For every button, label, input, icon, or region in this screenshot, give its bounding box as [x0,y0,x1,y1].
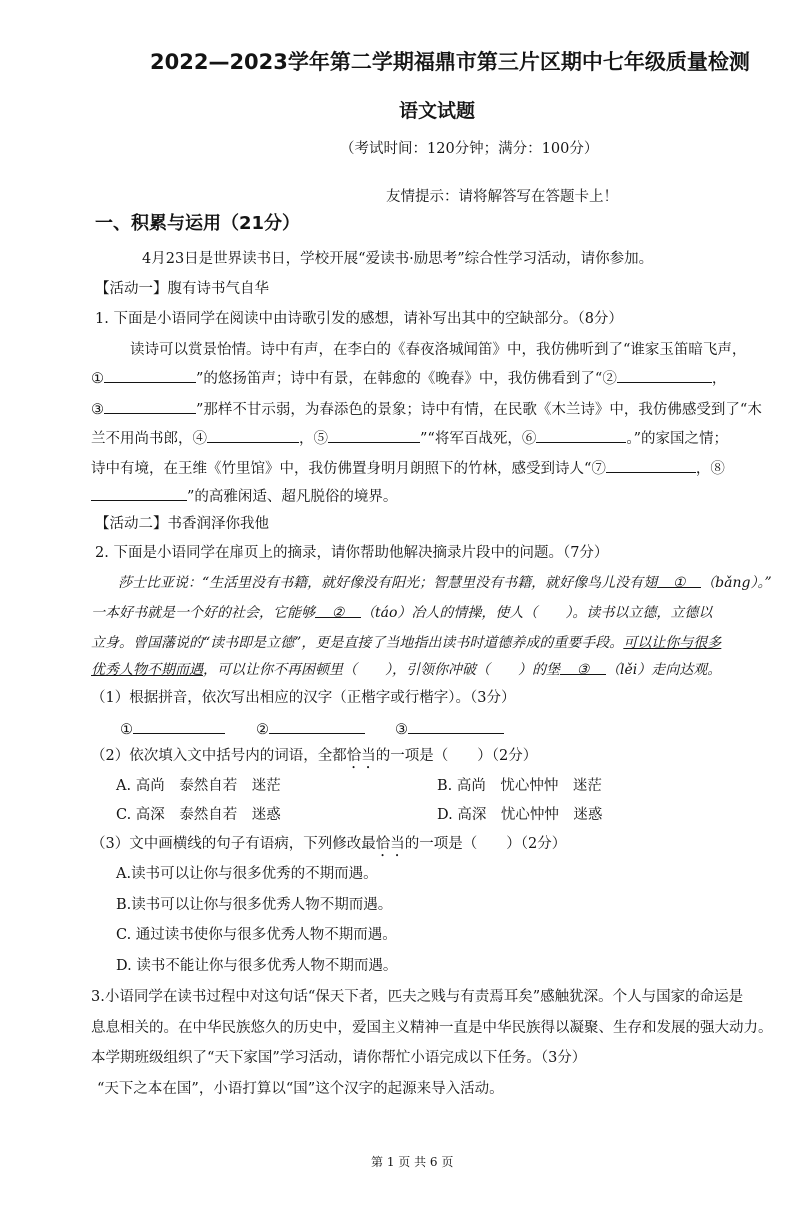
blank-label: ③ [395,722,408,738]
answer-blank[interactable] [104,399,196,414]
option-d[interactable]: D. 读书不能让你与很多优秀人物不期而遇。 [116,958,398,974]
question-3-line-4: “天下之本在国”，小语打算以“国”这个汉字的起源来导入活动。 [97,1081,504,1097]
text-fragment: （táo）冶人的情操，使人（ ）。读书以立德，立德以 [361,605,713,621]
question-3-line-2: 息息相关的。在中华民族悠久的历史中，爱国主义精神一直是中华民族得以凝聚、生存和发展的强大动力。 [91,1020,773,1036]
text-fragment: 莎士比亚说：“生活里没有书籍，就好像没有阳光；智慧里没有书籍，就好像鸟儿没有翅 [118,575,658,591]
excerpt-line-3 [91,633,721,653]
text-fragment: 兰不用尚书郎，④ [91,431,207,447]
answer-blank[interactable]: ③ [560,660,606,675]
answer-blank[interactable] [91,486,187,501]
section-intro: 4月23日是世界读书日，学校开展“爱读书·励思考”综合性学习活动，请你参加。 [142,251,654,267]
underlined-sentence: 优秀人物不期而遇 [91,662,203,678]
answer-blank[interactable] [617,368,712,383]
sub-question-1-blanks [120,719,504,740]
text-fragment: （bǎng）。” [701,575,772,591]
sub-question-2 [91,746,537,772]
page-title: 2022—2023学年第二学期福鼎市第三片区期中七年级质量检测 [150,50,750,74]
option-a[interactable]: A. 高尚 泰然自若 迷茫 [116,778,281,794]
text-fragment: ， [711,371,727,387]
answer-blank[interactable]: ② [315,603,361,618]
emphasis-dots: 恰当 [375,836,405,852]
activity-1-heading: 【活动一】腹有诗书气自华 [95,281,269,297]
question-1-stem: 1. 下面是小语同学在阅读中由诗歌引发的感想，请补写出其中的空缺部分。（8分） [95,311,623,327]
answer-blank[interactable]: ① [657,573,701,588]
question-1-line-6 [91,486,397,507]
answer-blank[interactable] [408,719,504,734]
question-3-line-1: 3.小语同学在读书过程中对这句话“保天下者，匹夫之贱与有责焉耳矣”感触犹深。个人与国家的命运是 [91,989,744,1005]
answer-blank[interactable] [606,458,696,473]
blank-label: ① [91,371,104,387]
question-1-line-4 [91,428,728,449]
activity-2-heading: 【活动二】书香润泽你我他 [95,516,269,532]
text-fragment: 的一项是（ ）（2分） [404,836,567,852]
question-1-line-1: 读诗可以赏景怡情。诗中有声，在李白的《春夜洛城闻笛》中，我仿佛听到了“谁家玉笛暗飞声， [130,342,747,358]
option-d[interactable]: D. 高深 忧心忡忡 迷惑 [437,807,603,823]
answer-blank[interactable] [328,428,420,443]
text-fragment: （2）依次填入文中括号内的词语，全都 [91,748,347,764]
option-b[interactable]: B.读书可以让你与很多优秀人物不期而遇。 [116,897,393,913]
blank-label: ① [120,722,133,738]
exam-info: （考试时间：120分钟；满分：100分） [340,141,599,157]
text-fragment: ，⑧ [695,461,725,477]
answer-blank[interactable] [104,368,196,383]
text-fragment: ”的高雅闲适、超凡脱俗的境界。 [187,489,398,505]
option-a[interactable]: A.读书可以让你与很多优秀的不期而遇。 [116,866,378,882]
excerpt-line-4 [91,660,721,680]
text-fragment: ”的悠扬笛声；诗中有景，在韩愈的《晚春》中，我仿佛看到了“② [196,371,617,387]
answer-blank[interactable] [207,428,299,443]
text-fragment: 一本好书就是一个好的社会，它能够 [91,605,315,621]
blank-label: ② [256,722,269,738]
question-3-line-3: 本学期班级组织了“天下家国”学习活动，请你帮忙小语完成以下任务。（3分） [91,1050,587,1066]
question-1-line-2 [91,368,726,389]
sub-question-1: （1）根据拼音，依次写出相应的汉字（正楷字或行楷字）。（3分） [91,690,516,706]
text-fragment: ，⑤ [299,431,328,447]
text-fragment: 的一项是（ ）（2分） [375,748,538,764]
page-footer: 第 1 页 共 6 页 [371,1155,454,1169]
excerpt-line-2 [91,603,712,623]
question-1-line-5 [91,458,725,479]
underlined-sentence: 可以让你与很多 [623,635,722,651]
answer-blank[interactable] [133,719,225,734]
option-c[interactable]: C. 高深 泰然自若 迷惑 [116,807,281,823]
excerpt-line-1 [118,573,772,593]
option-b[interactable]: B. 高尚 忧心忡忡 迷茫 [437,778,602,794]
text-fragment: ”“将军百战死，⑥ [420,431,537,447]
sub-question-3 [91,834,566,860]
reminder: 友情提示：请将解答写在答题卡上！ [386,189,618,205]
answer-blank[interactable] [536,428,626,443]
text-fragment: 。”的家国之情； [626,431,728,447]
question-1-line-3 [91,399,762,420]
blank-label: ③ [91,402,104,418]
section-heading: 一、积累与运用（21分） [95,213,301,234]
text-fragment: ，可以让你不再困顿里（ ），引领你冲破（ ）的堡 [203,662,560,678]
emphasis-dots: 恰当 [346,748,376,764]
answer-blank[interactable] [269,719,365,734]
option-c[interactable]: C. 通过读书使你与很多优秀人物不期而遇。 [116,927,397,943]
text-fragment: 诗中有境，在王维《竹里馆》中，我仿佛置身明月朗照下的竹林，感受到诗人“⑦ [91,461,606,477]
text-fragment: 立身。曾国藩说的“读书即是立德”，更是直接了当地指出读书时道德养成的重要手段。 [91,635,624,651]
page-subtitle: 语文试题 [399,100,476,122]
text-fragment: （3）文中画横线的句子有语病，下列修改最 [91,836,376,852]
question-2-stem: 2. 下面是小语同学在扉页上的摘录，请你帮助他解决摘录片段中的问题。（7分） [95,545,609,561]
text-fragment: （lěi）走向达观。 [606,662,722,678]
text-fragment: ”那样不甘示弱，为春添色的景象；诗中有情，在民歌《木兰诗》中，我仿佛感受到了“木 [196,402,762,418]
